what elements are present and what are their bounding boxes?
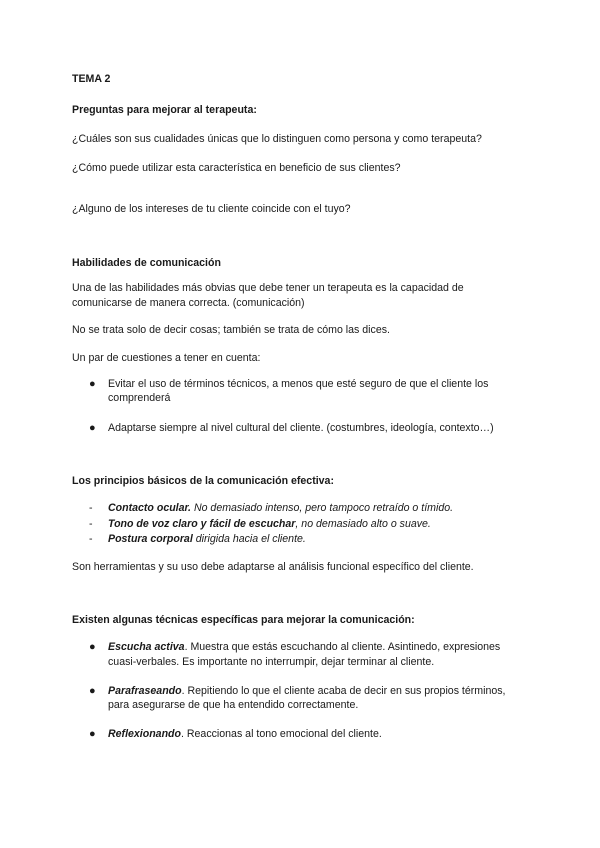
technique-term: Parafraseando xyxy=(108,685,182,697)
paragraph-line: Una de las habilidades más obvias que debe tener un terapeuta es la capacidad de xyxy=(72,282,464,294)
dash-marker: - xyxy=(89,518,93,530)
question-3: ¿Alguno de los intereses de tu cliente coincide con el tuyo? xyxy=(72,203,351,215)
principle-term: Postura corporal xyxy=(108,533,193,545)
list-item-line xyxy=(108,684,506,698)
bullet-icon: ● xyxy=(89,728,96,740)
principle-desc: , no demasiado alto o suave. xyxy=(295,518,431,530)
list-item-line xyxy=(108,727,382,741)
section-heading-tecnicas: Existen algunas técnicas específicas para mejorar la comunicación: xyxy=(72,614,415,626)
principle-desc: dirigida hacia el cliente. xyxy=(192,533,306,545)
technique-desc: . Repitiendo lo que el cliente acaba de decir en sus propios términos, xyxy=(181,685,506,697)
technique-term: Reflexionando xyxy=(108,728,181,740)
question-2: ¿Cómo puede utilizar esta característica en beneficio de sus clientes? xyxy=(72,162,401,174)
list-item xyxy=(108,501,453,515)
bullet-icon: ● xyxy=(89,641,96,653)
dash-marker: - xyxy=(89,533,93,545)
list-item-line xyxy=(108,640,500,654)
paragraph: Son herramientas y su uso debe adaptarse al análisis funcional específico del cliente. xyxy=(72,561,474,573)
technique-desc: . Muestra que estás escuchando al cliente. Asintinedo, expresiones xyxy=(184,641,501,653)
paragraph-line: comunicarse de manera correcta. (comunicación) xyxy=(72,297,305,309)
section-heading-preguntas: Preguntas para mejorar al terapeuta: xyxy=(72,104,257,116)
question-1: ¿Cuáles son sus cualidades únicas que lo distinguen como persona y como terapeuta? xyxy=(72,133,482,145)
technique-desc: . Reaccionas al tono emocional del cliente. xyxy=(181,728,382,740)
section-heading-habilidades: Habilidades de comunicación xyxy=(72,257,221,269)
section-heading-principios: Los principios básicos de la comunicación efectiva: xyxy=(72,475,334,487)
principle-desc: No demasiado intenso, pero tampoco retraído o tímido. xyxy=(191,502,454,514)
principle-term: Tono de voz claro y fácil de escuchar xyxy=(108,518,296,530)
list-item: Adaptarse siempre al nivel cultural del cliente. (costumbres, ideología, contexto…) xyxy=(108,422,494,434)
technique-term: Escucha activa xyxy=(108,641,185,653)
list-item xyxy=(108,532,306,546)
dash-marker: - xyxy=(89,502,93,514)
bullet-icon: ● xyxy=(89,422,96,434)
principle-term: Contacto ocular. xyxy=(108,502,191,514)
bullet-icon: ● xyxy=(89,378,96,390)
paragraph: No se trata solo de decir cosas; también se trata de cómo las dices. xyxy=(72,324,390,336)
paragraph: Un par de cuestiones a tener en cuenta: xyxy=(72,352,261,364)
list-item xyxy=(108,517,431,531)
list-item-line: Evitar el uso de términos técnicos, a menos que esté seguro de que el cliente los xyxy=(108,378,489,390)
page-title: TEMA 2 xyxy=(72,73,111,85)
bullet-icon: ● xyxy=(89,685,96,697)
list-item-line: comprenderá xyxy=(108,392,171,404)
list-item-line: cuasi-verbales. Es importante no interrumpir, dejar terminar al cliente. xyxy=(108,656,435,668)
list-item-line: para asegurarse de que ha entendido correctamente. xyxy=(108,699,359,711)
